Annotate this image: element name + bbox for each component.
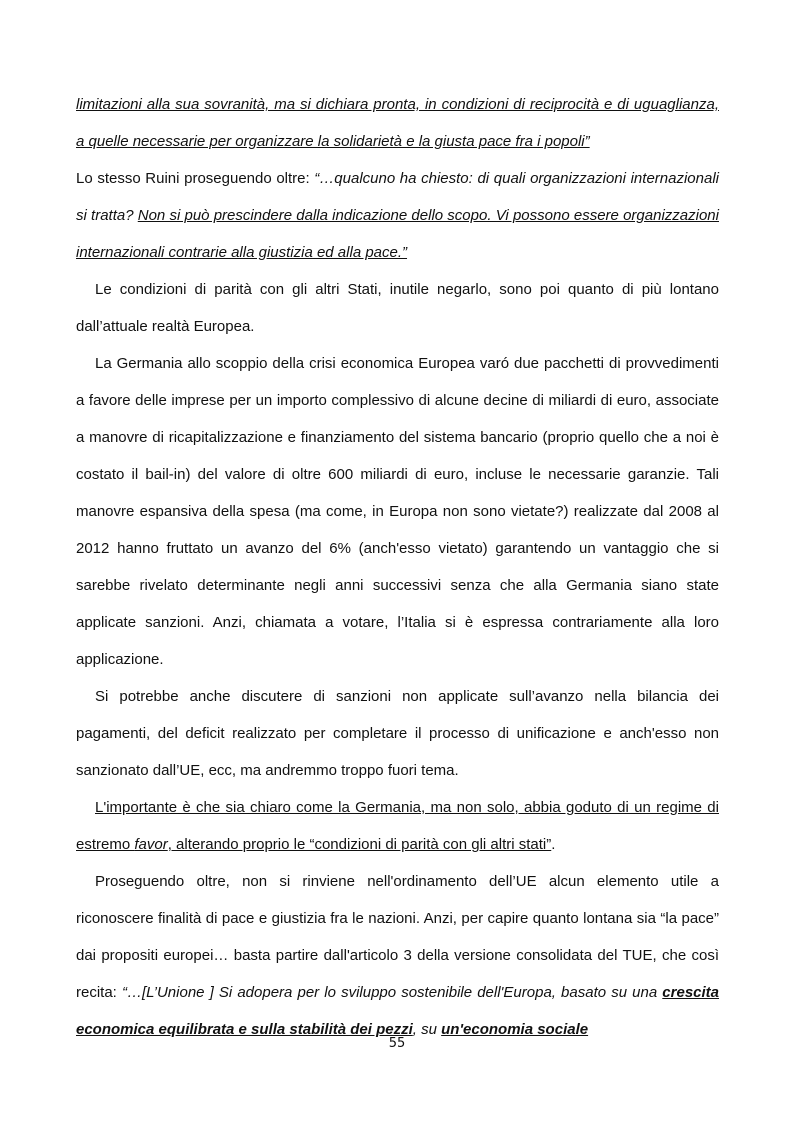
paragraph-sanctions: Si potrebbe anche discutere di sanzioni non applicate sull’avanzo nella bilancia dei pagamenti, del deficit realizzato per completare il processo di unificazione e anch'esso non sanzionato dall’UE, ecc, ma andremmo troppo fuori tema. (76, 688, 719, 779)
paragraph-germany-crisis: La Germania allo scoppio della crisi economica Europea varó due pacchetti di provvedimenti a favore delle imprese per un importo complessivo di alcune decine di miliardi di euro, associate a manovre di ricapitalizzazione e finanziamento del sistema bancario (proprio quello che a noi è costato il bail-in) del valore di oltre 600 miliardi di euro, incluse le necessarie garanzie. Tali manovre espansiva della spesa (ma come, in Europa non sono vietate?) realizzate dal 2008 al 2012 hanno fruttato un avanzo del 6% (anch'esso vietato) garantendo un vantaggio che si sarebbe rivelato determinante negli anni successivi senza che alla Germania siano state applicate sanzioni. Anzi, chiamata a votare, l’Italia si è espressa contrariamente alla loro applicazione. (76, 355, 719, 668)
paragraph-parity-conditions: Le condizioni di parità con gli altri Stati, inutile negarlo, sono poi quanto di più lontano dall’attuale realtà Europea. (76, 281, 719, 335)
paragraph-quote-ruini (76, 86, 719, 271)
ruini-quote-underlined: Non si può prescindere dalla indicazione dello scopo. Vi possono essere organizzazioni internazionali contrarie alla giustizia ed alla pace.” (76, 207, 719, 261)
ruini-lead-text: Lo stesso Ruini proseguendo oltre: (76, 170, 315, 187)
paragraph-favor-regime (76, 789, 719, 863)
tue-quote-bold-1: crescita economica equilibrata e sulla stabilità dei pezzi (76, 984, 720, 1038)
tue-quote-start: “…[L’Unione ] Si adopera per lo sviluppo sostenibile dell'Europa, basato su una (121, 984, 663, 1001)
document-body (76, 86, 719, 1048)
page-number: 55 (388, 1036, 406, 1051)
quote-constitution-article-11: limitazioni alla sua sovranità, ma si dichiara pronta, in condizioni di reciprocità e di uguaglianza, a quelle necessarie per organizzare la solidarietà e la giusta pace fra i popoli” (76, 96, 719, 150)
ruini-quote-plain: “…qualcuno ha chiesto: di quali organizzazioni internazionali si tratta? (76, 170, 719, 224)
tue-quote-bold-2: un'economia sociale (441, 1021, 589, 1038)
favor-part-1: L'importante è che sia chiaro come la Germania, ma non solo, abbia goduto di un regime di estremo (76, 799, 719, 853)
tue-quote-mid: , su (412, 1021, 442, 1038)
favor-part-2: , alterando proprio le “condizioni di parità con gli altri stati” (167, 836, 552, 853)
favor-word: favor (134, 836, 168, 853)
paragraph-tue-article-3 (76, 863, 719, 1048)
favor-end: . (551, 836, 556, 853)
tue-intro-text: Proseguendo oltre, non si rinviene nell'ordinamento dell’UE alcun elemento utile a riconoscere finalità di pace e giustizia fra le nazioni. Anzi, per capire quanto lontana sia “la pace” dai propositi europei… basta partire dall'articolo 3 della versione consolidata del TUE, che così recita: (76, 873, 719, 1001)
